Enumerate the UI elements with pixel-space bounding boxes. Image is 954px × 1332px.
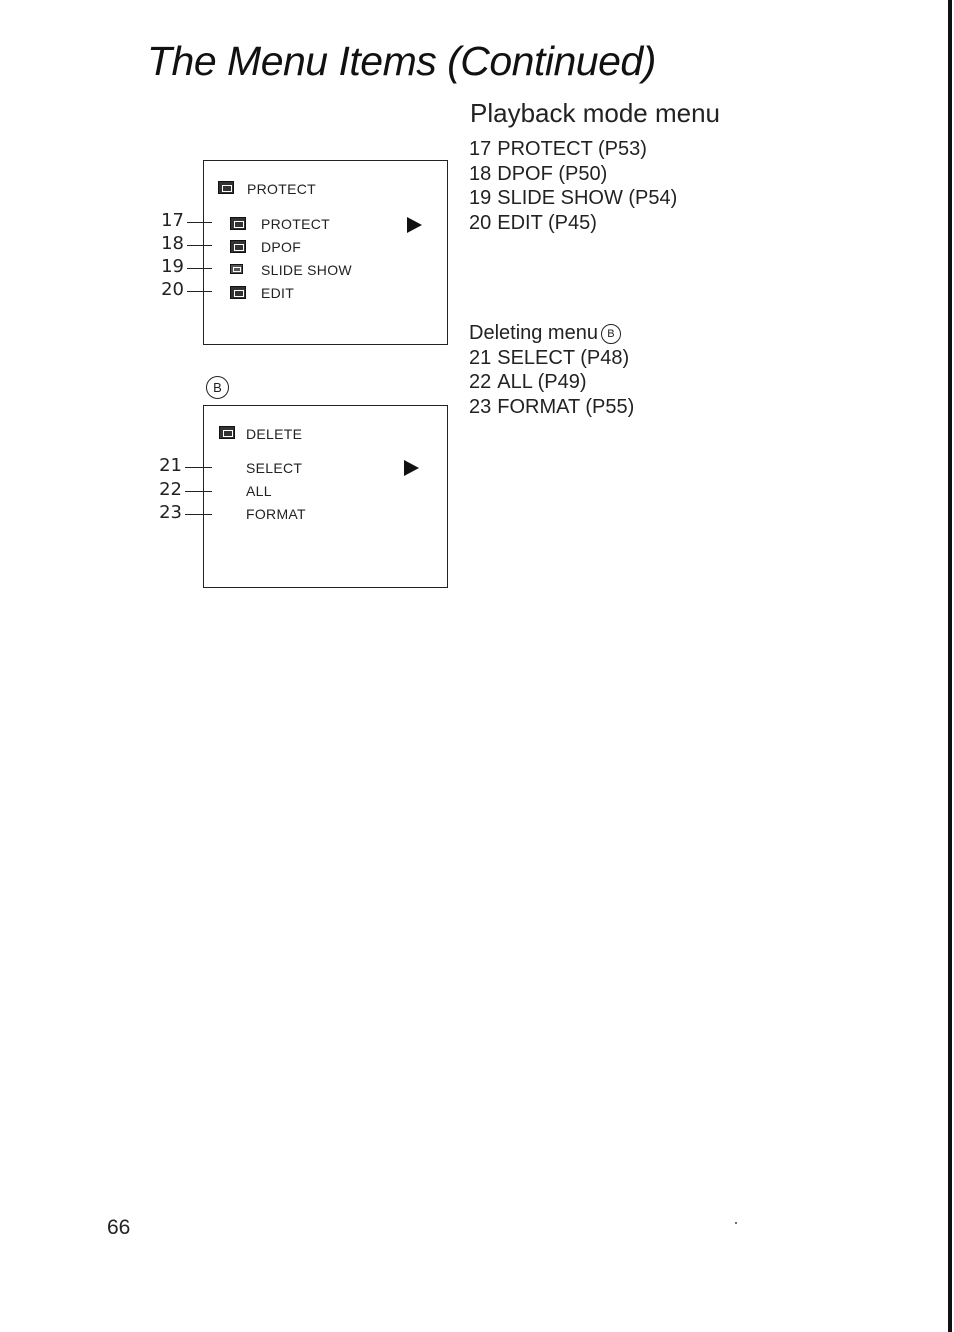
list-item: 18 DPOF (P50) xyxy=(469,162,608,185)
arrow-right-icon xyxy=(404,460,419,476)
playback-reference-list xyxy=(469,137,677,235)
arrow-right-icon xyxy=(407,217,422,233)
screen-header: PROTECT xyxy=(247,181,316,197)
callout-leader xyxy=(187,222,212,223)
speck xyxy=(735,1222,737,1224)
callout-20: 20 xyxy=(161,279,184,300)
playback-menu-screen xyxy=(203,160,448,345)
callout-23: 23 xyxy=(159,502,182,523)
protect-icon xyxy=(218,181,234,194)
callout-leader xyxy=(185,467,212,468)
callout-leader xyxy=(187,245,212,246)
protect-icon xyxy=(230,217,246,230)
list-item: 19 SLIDE SHOW (P54) xyxy=(469,187,678,209)
marker-b-icon: B xyxy=(601,324,621,344)
callout-17: 17 xyxy=(161,210,184,231)
callout-19: 19 xyxy=(161,256,184,277)
menu-item-dpof[interactable]: DPOF xyxy=(261,239,302,255)
trash-icon xyxy=(219,426,235,439)
slideshow-icon xyxy=(230,264,243,274)
list-item: 21 SELECT (P48) xyxy=(469,346,630,369)
menu-item-all[interactable]: ALL xyxy=(246,483,272,499)
callout-22: 22 xyxy=(159,479,182,500)
callout-leader xyxy=(187,291,212,292)
callout-18: 18 xyxy=(161,233,184,254)
menu-item-slide-show[interactable]: SLIDE SHOW xyxy=(261,262,352,278)
list-item: 20 EDIT (P45) xyxy=(469,211,597,234)
edit-icon xyxy=(230,286,246,299)
page-edge-bar xyxy=(948,0,952,1332)
callout-leader xyxy=(187,268,212,269)
page-number: 66 xyxy=(107,1216,131,1239)
section-subtitle: Playback mode menu xyxy=(470,98,721,128)
list-item: 17 PROTECT (P53) xyxy=(469,138,647,160)
callout-21: 21 xyxy=(159,455,182,476)
list-item: 23 FORMAT (P55) xyxy=(469,395,635,418)
callout-leader xyxy=(185,514,212,515)
deleting-reference-list xyxy=(469,321,634,419)
menu-item-protect[interactable]: PROTECT xyxy=(261,216,330,232)
menu-item-edit[interactable]: EDIT xyxy=(261,285,295,301)
deleting-menu-heading: Deleting menu B xyxy=(469,321,634,346)
deleting-menu-screen xyxy=(203,405,448,588)
marker-b-icon: B xyxy=(206,376,229,399)
callout-leader xyxy=(185,491,212,492)
screen-header: DELETE xyxy=(246,426,303,442)
dpof-icon xyxy=(230,240,246,253)
menu-item-format[interactable]: FORMAT xyxy=(246,506,306,522)
list-item: 22 ALL (P49) xyxy=(469,371,587,393)
page-title: The Menu Items (Continued) xyxy=(147,38,656,84)
menu-item-select[interactable]: SELECT xyxy=(246,460,303,476)
